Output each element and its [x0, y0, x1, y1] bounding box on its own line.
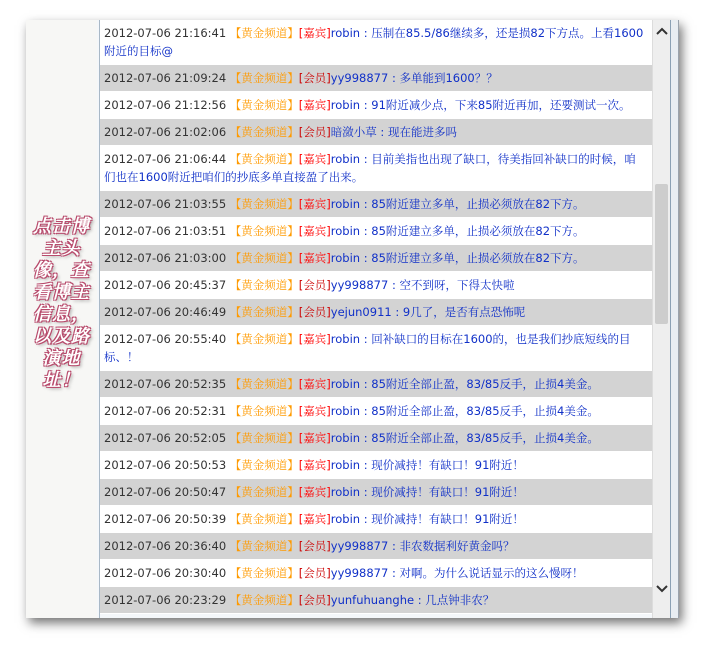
message-user[interactable]: robin: [330, 224, 361, 238]
message-role: [会员]: [298, 71, 331, 85]
message-role: [嘉宾]: [298, 377, 331, 391]
message-time: 2012-07-06 21:09:24: [104, 71, 227, 85]
message-row: [100, 65, 653, 92]
message-channel: 【黄金频道】: [229, 431, 299, 445]
message-channel: 【黄金频道】: [229, 251, 299, 265]
message-role: [嘉宾]: [298, 98, 331, 112]
message-text: 85附近全部止盈，83/85反手，止损4美金。: [371, 404, 599, 418]
message-text: 85附近全部止盈，83/85反手，止损4美金。: [371, 377, 599, 391]
message-colon: :: [360, 404, 372, 418]
message-user[interactable]: robin: [330, 26, 361, 40]
message-colon: :: [376, 125, 388, 139]
message-colon: :: [360, 152, 372, 166]
message-text: 85附近建立多单，止损必须放在82下方。: [371, 197, 585, 211]
message-time: 2012-07-06 21:03:55: [104, 197, 227, 211]
message-text: 非农数据利好黄金吗？: [399, 539, 515, 553]
message-row: [100, 425, 653, 452]
window-edge: [670, 20, 679, 618]
message-list[interactable]: [99, 20, 653, 618]
message-user[interactable]: robin: [330, 458, 361, 472]
message-colon: :: [360, 98, 372, 112]
message-role: [嘉宾]: [298, 431, 331, 445]
message-colon: :: [388, 539, 400, 553]
message-row: [100, 92, 653, 119]
message-row: [100, 146, 653, 191]
message-role: [嘉宾]: [298, 197, 331, 211]
message-user[interactable]: yy998877: [330, 566, 389, 580]
message-row: [100, 20, 653, 65]
scroll-down-icon[interactable]: [653, 582, 671, 600]
message-role: [会员]: [298, 566, 331, 580]
message-user[interactable]: robin: [330, 485, 361, 499]
message-text: 目前美指也出现了缺口，待美指回补缺口的时候，咱们也在1600附近把咱们的抄底多单直接盈了出来。: [104, 152, 636, 184]
message-user[interactable]: yy998877: [330, 539, 389, 553]
message-text: 现价减持！有缺口！91附近！: [371, 512, 524, 526]
chat-window: [26, 20, 679, 618]
message-time: 2012-07-06 20:50:47: [104, 485, 227, 499]
message-colon: :: [360, 251, 372, 265]
message-row: [100, 533, 653, 560]
message-role: [会员]: [298, 593, 331, 607]
message-role: [嘉宾]: [298, 251, 331, 265]
message-row: [100, 452, 653, 479]
message-row: [100, 191, 653, 218]
message-colon: :: [414, 593, 426, 607]
message-role: [嘉宾]: [298, 332, 331, 346]
message-colon: :: [388, 566, 400, 580]
message-role: [会员]: [298, 278, 331, 292]
message-channel: 【黄金频道】: [229, 278, 299, 292]
message-user[interactable]: yejun0911: [330, 305, 392, 319]
message-colon: :: [360, 512, 372, 526]
message-colon: :: [360, 26, 372, 40]
message-time: 2012-07-06 20:30:40: [104, 566, 227, 580]
message-colon: :: [360, 377, 372, 391]
side-caption: 点击博主头像，查看博主信息，以及路演地址！: [33, 216, 90, 391]
message-user[interactable]: robin: [330, 197, 361, 211]
message-row: [100, 560, 653, 587]
message-channel: 【黄金频道】: [229, 512, 299, 526]
message-role: [嘉宾]: [298, 485, 331, 499]
message-time: 2012-07-06 21:03:00: [104, 251, 227, 265]
message-user[interactable]: robin: [330, 377, 361, 391]
message-channel: 【黄金频道】: [229, 224, 299, 238]
message-user[interactable]: robin: [330, 512, 361, 526]
message-text: 85附近建立多单，止损必须放在82下方。: [371, 251, 585, 265]
message-colon: :: [360, 431, 372, 445]
message-time: 2012-07-06 20:23:29: [104, 593, 227, 607]
message-channel: 【黄金频道】: [229, 485, 299, 499]
message-channel: 【黄金频道】: [229, 377, 299, 391]
message-role: [嘉宾]: [298, 26, 331, 40]
message-role: [嘉宾]: [298, 224, 331, 238]
message-colon: :: [391, 305, 403, 319]
message-role: [嘉宾]: [298, 458, 331, 472]
message-text: 空不到呀，下得太快啦: [399, 278, 515, 292]
message-colon: :: [360, 458, 372, 472]
message-time: 2012-07-06 20:36:40: [104, 539, 227, 553]
message-row: [100, 371, 653, 398]
message-channel: 【黄金频道】: [229, 197, 299, 211]
message-role: [会员]: [298, 305, 331, 319]
message-text: 对啊。为什么说话显示的这么慢呀！: [399, 566, 584, 580]
message-role: [会员]: [298, 125, 331, 139]
message-channel: 【黄金频道】: [229, 71, 299, 85]
message-role: [嘉宾]: [298, 152, 331, 166]
message-channel: 【黄金频道】: [229, 458, 299, 472]
message-user[interactable]: robin: [330, 431, 361, 445]
side-panel: [26, 20, 97, 618]
message-text: 9几了，是否有点恐怖呢: [402, 305, 526, 319]
message-user[interactable]: robin: [330, 251, 361, 265]
message-colon: :: [388, 278, 400, 292]
message-channel: 【黄金频道】: [229, 152, 299, 166]
message-channel: 【黄金频道】: [229, 98, 299, 112]
message-user[interactable]: 暗潋小草: [330, 125, 377, 139]
message-time: 2012-07-06 21:06:44: [104, 152, 227, 166]
message-role: [嘉宾]: [298, 404, 331, 418]
message-role: [会员]: [298, 539, 331, 553]
message-time: 2012-07-06 20:52:05: [104, 431, 227, 445]
vertical-scrollbar[interactable]: [652, 20, 671, 618]
message-time: 2012-07-06 21:12:56: [104, 98, 227, 112]
message-user[interactable]: robin: [330, 404, 361, 418]
message-colon: :: [360, 224, 372, 238]
message-user[interactable]: robin: [330, 332, 361, 346]
message-time: 2012-07-06 21:03:51: [104, 224, 227, 238]
message-time: 2012-07-06 20:52:35: [104, 377, 227, 391]
message-role: [嘉宾]: [298, 512, 331, 526]
message-user[interactable]: robin: [330, 98, 361, 112]
message-row: [100, 245, 653, 272]
message-time: 2012-07-06 20:46:49: [104, 305, 227, 319]
message-row: [100, 299, 653, 326]
message-channel: 【黄金频道】: [229, 305, 299, 319]
message-user[interactable]: yy998877: [330, 71, 389, 85]
message-row: [100, 326, 653, 371]
message-time: 2012-07-06 20:50:53: [104, 458, 227, 472]
message-text: 几点钟非农？: [425, 593, 495, 607]
message-user[interactable]: yunfuhuanghe: [330, 593, 415, 607]
message-row: [100, 218, 653, 245]
message-text: 91附近减少点，下来85附近再加，还要测试一次。: [371, 98, 631, 112]
message-row: [100, 506, 653, 533]
message-time: 2012-07-06 21:16:41: [104, 26, 227, 40]
message-colon: :: [360, 485, 372, 499]
message-row: [100, 272, 653, 299]
message-channel: 【黄金频道】: [229, 332, 299, 346]
message-row: [100, 587, 653, 614]
message-text: 85附近全部止盈，83/85反手，止损4美金。: [371, 431, 599, 445]
message-row: [100, 479, 653, 506]
message-user[interactable]: yy998877: [330, 278, 389, 292]
message-text: 多单能到1600？？: [399, 71, 498, 85]
message-channel: 【黄金频道】: [229, 539, 299, 553]
message-text: 现在能进多吗: [387, 125, 457, 139]
message-time: 2012-07-06 21:02:06: [104, 125, 227, 139]
message-channel: 【黄金频道】: [229, 566, 299, 580]
message-row: [100, 119, 653, 146]
message-text: 压制在85.5/86继续多，还是损82下方点。上看1600附近的目标@: [104, 26, 644, 58]
message-text: 现价减持！有缺口！91附近！: [371, 485, 524, 499]
message-time: 2012-07-06 20:52:31: [104, 404, 227, 418]
message-row: [100, 398, 653, 425]
message-user[interactable]: robin: [330, 152, 361, 166]
message-colon: :: [388, 71, 400, 85]
message-time: 2012-07-06 20:45:37: [104, 278, 227, 292]
message-colon: :: [360, 197, 372, 211]
message-text: 回补缺口的目标在1600的，也是我们抄底短线的目标、！: [104, 332, 631, 364]
message-time: 2012-07-06 20:50:39: [104, 512, 227, 526]
scroll-thumb[interactable]: [655, 184, 668, 324]
message-channel: 【黄金频道】: [229, 125, 299, 139]
message-channel: 【黄金频道】: [229, 593, 299, 607]
message-text: 85附近建立多单，止损必须放在82下方。: [371, 224, 585, 238]
message-channel: 【黄金频道】: [229, 26, 299, 40]
message-time: 2012-07-06 20:55:40: [104, 332, 227, 346]
message-text: 现价减持！有缺口！91附近！: [371, 458, 524, 472]
scroll-up-icon[interactable]: [653, 24, 671, 42]
message-colon: :: [360, 332, 372, 346]
message-channel: 【黄金频道】: [229, 404, 299, 418]
